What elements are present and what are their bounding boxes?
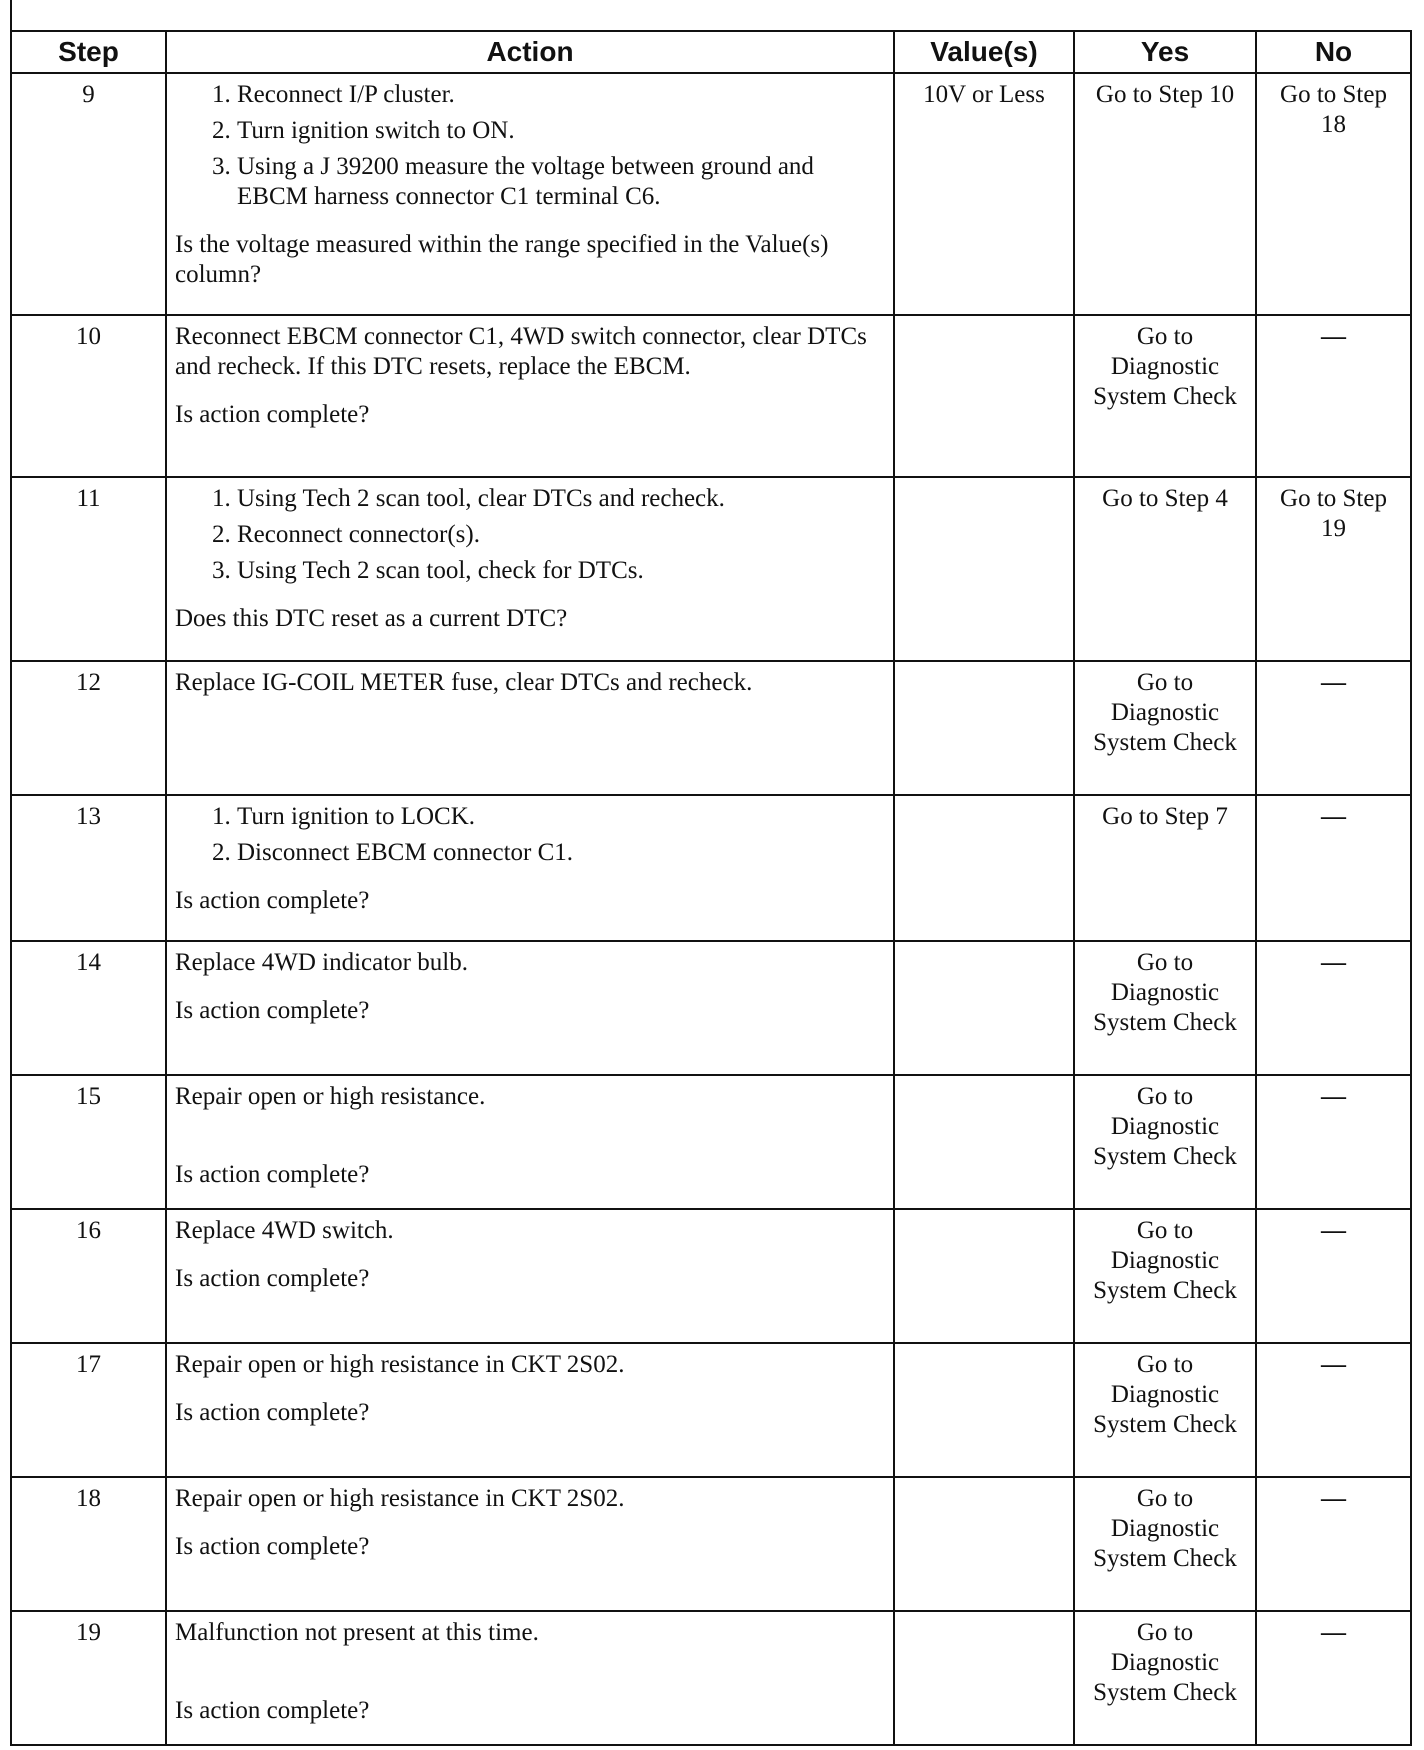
value-cell: [894, 795, 1074, 941]
action-cell: [166, 73, 894, 315]
action-question: Is action complete?: [175, 1533, 370, 1560]
table-row: [11, 315, 1411, 477]
header-yes: Yes: [1074, 31, 1256, 73]
action-cell: [166, 315, 894, 477]
value-cell: [894, 477, 1074, 661]
step-number: 13: [11, 795, 166, 941]
no-cell: —: [1256, 1209, 1411, 1343]
action-cell: [166, 1209, 894, 1343]
yes-cell: Go to Diagnostic System Check: [1074, 1611, 1256, 1745]
action-question: Is action complete?: [175, 1697, 370, 1724]
no-cell: —: [1256, 1611, 1411, 1745]
yes-cell: Go to Diagnostic System Check: [1074, 1477, 1256, 1611]
action-cell: [166, 661, 894, 795]
step-number: 18: [11, 1477, 166, 1611]
yes-cell: Go to Diagnostic System Check: [1074, 1209, 1256, 1343]
action-cell: [166, 1343, 894, 1477]
value-cell: [894, 315, 1074, 477]
value-cell: [894, 661, 1074, 795]
no-cell: —: [1256, 795, 1411, 941]
yes-cell: Go to Diagnostic System Check: [1074, 315, 1256, 477]
action-step: 1. Using Tech 2 scan tool, clear DTCs and recheck.: [237, 484, 885, 514]
action-text: Replace IG-COIL METER fuse, clear DTCs and recheck.: [175, 669, 753, 696]
page-left-rule: [10, 0, 12, 32]
yes-cell: Go to Diagnostic System Check: [1074, 941, 1256, 1075]
action-steps: [175, 80, 885, 212]
no-cell: —: [1256, 1075, 1411, 1209]
step-number: 9: [11, 73, 166, 315]
header-step: Step: [11, 31, 166, 73]
action-cell: [166, 1477, 894, 1611]
yes-cell: Go to Step 10: [1074, 73, 1256, 315]
action-cell: [166, 1075, 894, 1209]
yes-cell: Go to Step 7: [1074, 795, 1256, 941]
no-cell: Go to Step 19: [1256, 477, 1411, 661]
action-step: 2. Disconnect EBCM connector C1.: [237, 838, 885, 868]
no-cell: Go to Step 18: [1256, 73, 1411, 315]
no-cell: —: [1256, 941, 1411, 1075]
action-text: Repair open or high resistance in CKT 2S02.: [175, 1485, 625, 1512]
table-row: [11, 941, 1411, 1075]
table-row: [11, 661, 1411, 795]
action-question: Is action complete?: [175, 401, 370, 428]
action-step: 1. Reconnect I/P cluster.: [237, 80, 885, 110]
value-cell: [894, 1477, 1074, 1611]
step-number: 19: [11, 1611, 166, 1745]
action-question: Is action complete?: [175, 1161, 370, 1188]
step-number: 14: [11, 941, 166, 1075]
action-text: Reconnect EBCM connector C1, 4WD switch connector, clear DTCs and recheck. If this DTC resets, replace the EBCM.: [175, 323, 867, 380]
value-cell: [894, 1075, 1074, 1209]
action-question: Does this DTC reset as a current DTC?: [175, 605, 568, 632]
action-step: 2. Turn ignition switch to ON.: [237, 116, 885, 146]
step-number: 15: [11, 1075, 166, 1209]
value-cell: [894, 1209, 1074, 1343]
step-number: 16: [11, 1209, 166, 1343]
action-text: Replace 4WD switch.: [175, 1217, 394, 1244]
step-number: 17: [11, 1343, 166, 1477]
value-cell: [894, 1343, 1074, 1477]
action-question: Is action complete?: [175, 1265, 370, 1292]
action-steps: [175, 484, 885, 586]
action-step: 1. Turn ignition to LOCK.: [237, 802, 885, 832]
no-cell: —: [1256, 1477, 1411, 1611]
value-cell: [894, 1611, 1074, 1745]
action-cell: [166, 477, 894, 661]
table-row: [11, 1209, 1411, 1343]
table-row: [11, 1477, 1411, 1611]
table-row: [11, 1075, 1411, 1209]
action-cell: [166, 941, 894, 1075]
yes-cell: Go to Diagnostic System Check: [1074, 661, 1256, 795]
no-cell: —: [1256, 1343, 1411, 1477]
action-step: 3. Using a J 39200 measure the voltage between ground and EBCM harness connector C1 terminal C6.: [237, 152, 885, 212]
action-text: Repair open or high resistance.: [175, 1083, 486, 1110]
action-question: Is action complete?: [175, 997, 370, 1024]
action-step: 3. Using Tech 2 scan tool, check for DTCs.: [237, 556, 885, 586]
header-values: Value(s): [894, 31, 1074, 73]
step-number: 11: [11, 477, 166, 661]
table-row: [11, 1611, 1411, 1745]
no-cell: —: [1256, 661, 1411, 795]
no-cell: —: [1256, 315, 1411, 477]
table-row: [11, 477, 1411, 661]
value-cell: 10V or Less: [894, 73, 1074, 315]
action-text: Replace 4WD indicator bulb.: [175, 949, 468, 976]
header-action: Action: [166, 31, 894, 73]
action-step: 2. Reconnect connector(s).: [237, 520, 885, 550]
action-steps: [175, 802, 885, 868]
action-cell: [166, 1611, 894, 1745]
action-cell: [166, 795, 894, 941]
action-question: Is the voltage measured within the range specified in the Value(s) column?: [175, 231, 829, 288]
yes-cell: Go to Diagnostic System Check: [1074, 1343, 1256, 1477]
header-no: No: [1256, 31, 1411, 73]
value-cell: [894, 941, 1074, 1075]
step-number: 10: [11, 315, 166, 477]
yes-cell: Go to Diagnostic System Check: [1074, 1075, 1256, 1209]
action-text: Repair open or high resistance in CKT 2S02.: [175, 1351, 625, 1378]
header-row: [11, 31, 1411, 73]
action-text: Malfunction not present at this time.: [175, 1619, 539, 1646]
action-question: Is action complete?: [175, 1399, 370, 1426]
yes-cell: Go to Step 4: [1074, 477, 1256, 661]
diagnostic-table: [10, 30, 1412, 1746]
table-row: [11, 73, 1411, 315]
table-row: [11, 795, 1411, 941]
action-question: Is action complete?: [175, 887, 370, 914]
step-number: 12: [11, 661, 166, 795]
table-row: [11, 1343, 1411, 1477]
